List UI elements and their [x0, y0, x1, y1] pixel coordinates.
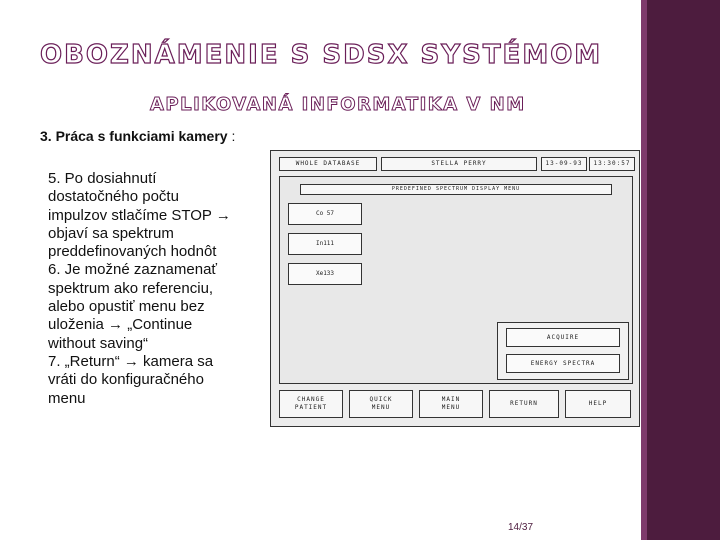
page-number: 14/37: [508, 522, 534, 533]
action-panel: [497, 322, 629, 380]
paragraph-line: impulzov stlačíme STOP →: [48, 206, 231, 224]
paragraph-line: preddefinovaných hodnôt: [48, 243, 217, 261]
section-heading-text: 3. Práca s funkciami kamery: [40, 128, 228, 144]
footer-button-bar: [279, 390, 631, 418]
paragraph-line: dostatočného počtu: [48, 188, 179, 206]
predefined-spectrum-menu: [279, 176, 633, 384]
change-patient-button[interactable]: CHANGE PATIENT: [279, 390, 343, 418]
paragraph-line: 6. Je možné zaznamenať: [48, 261, 218, 279]
paragraph-line: alebo opustiť menu bez: [48, 298, 205, 316]
slide-title: OBOZNÁMENIE S SDSX SYSTÉMOM: [40, 40, 603, 70]
camera-screen: [270, 150, 640, 427]
paragraph-line: 7. „Return“ → kamera sa: [48, 352, 214, 370]
energy-spectra-button[interactable]: ENERGY SPECTRA: [506, 354, 620, 373]
acquire-button[interactable]: ACQUIRE: [506, 328, 620, 347]
paragraph-line: uloženia → „Continue: [48, 316, 193, 334]
isotope-button-co57[interactable]: Co 57: [288, 203, 362, 225]
slide-subtitle: APLIKOVANÁ INFORMATIKA V NM: [150, 94, 526, 115]
section-heading: [40, 128, 235, 144]
paragraph-line: vráti do konfiguračného: [48, 371, 204, 389]
patient-name: STELLA PERRY: [381, 157, 537, 171]
instructions-paragraph: [48, 170, 263, 408]
database-label: WHOLE DATABASE: [279, 157, 377, 171]
sidebar-stripe: [641, 0, 647, 540]
time-display: 13:30:57: [589, 157, 635, 171]
paragraph-line: without saving“: [48, 334, 149, 352]
main-menu-button[interactable]: MAIN MENU: [419, 390, 483, 418]
sidebar-decoration: [641, 0, 720, 540]
isotope-button-xe133[interactable]: Xe133: [288, 263, 362, 285]
return-button[interactable]: RETURN: [489, 390, 559, 418]
isotope-button-in111[interactable]: In111: [288, 233, 362, 255]
help-button[interactable]: HELP: [565, 390, 631, 418]
menu-title: PREDEFINED SPECTRUM DISPLAY MENU: [300, 184, 612, 195]
paragraph-line: spektrum ako referenciu,: [48, 279, 214, 297]
quick-menu-button[interactable]: QUICK MENU: [349, 390, 413, 418]
paragraph-line: 5. Po dosiahnutí: [48, 170, 157, 187]
date-display: 13-09-93: [541, 157, 587, 171]
section-heading-colon: :: [227, 128, 236, 144]
paragraph-line: objaví sa spektrum: [48, 224, 174, 242]
paragraph-line: menu: [48, 389, 86, 407]
